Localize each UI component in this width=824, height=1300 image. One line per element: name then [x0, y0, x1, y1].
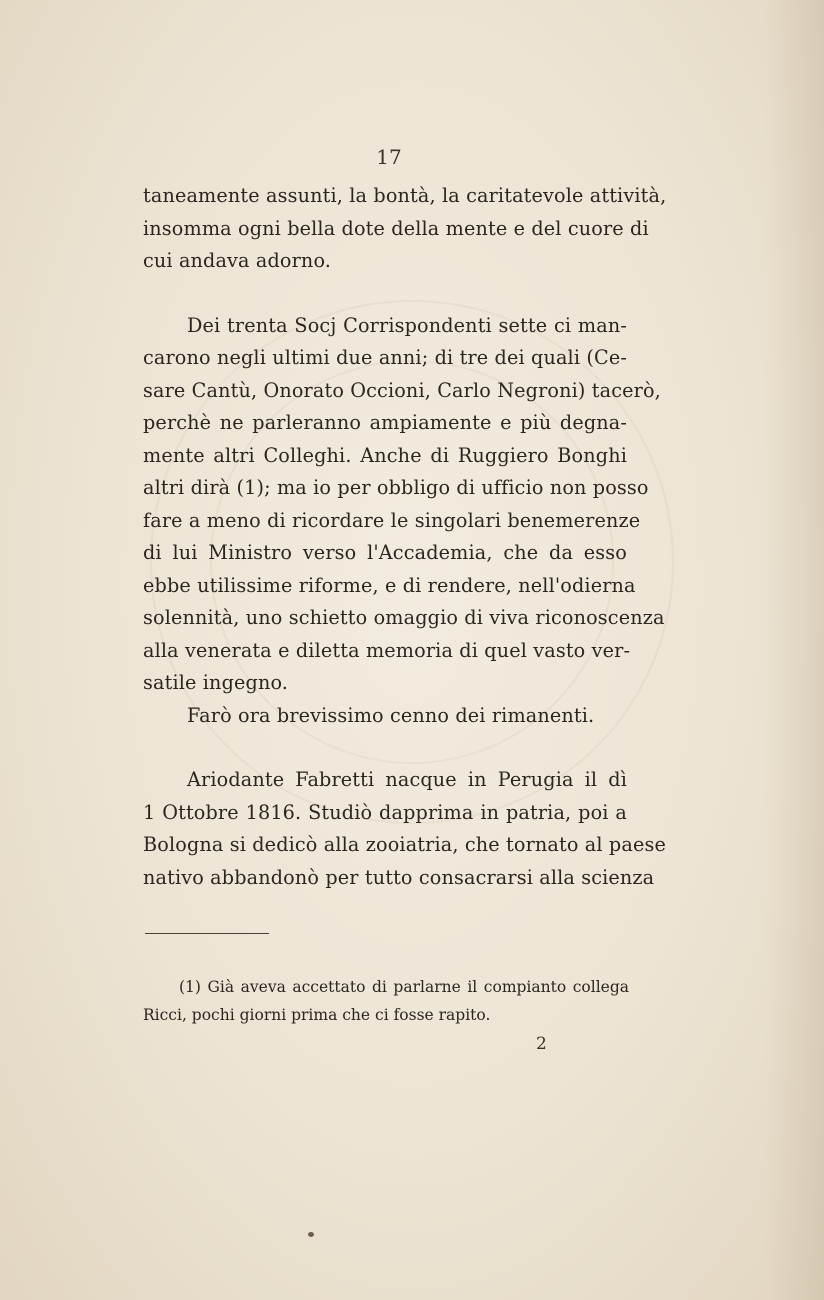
- text-line: satile ingegno.: [143, 671, 289, 694]
- footnote-rule: [145, 933, 269, 934]
- text-line: altri dirà (1); ma io per obbligo di ufficio non posso: [143, 476, 649, 499]
- footnote-line: (1) Già aveva accettato di parlarne il compianto collega: [179, 978, 629, 996]
- text-line: 1 Ottobre 1816. Studiò dapprima in patria, poi a: [143, 800, 627, 824]
- footnote-line: Ricci, pochi giorni prima che ci fosse rapito.: [143, 1006, 491, 1024]
- page-edge-shadow: [764, 0, 824, 1300]
- text-line: carono negli ultimi due anni; di tre dei quali (Ce-: [143, 346, 627, 369]
- footnotes: [143, 973, 629, 1029]
- text-line: fare a meno di ricordare le singolari benemerenze: [143, 508, 641, 532]
- body-text: [143, 180, 667, 894]
- ink-speck: [308, 1232, 314, 1237]
- text-line: Farò ora brevissimo cenno dei rimanenti.: [187, 703, 595, 727]
- text-line: solennità, uno schietto omaggio di viva riconoscenza: [143, 606, 665, 629]
- text-line: mente altri Colleghi. Anche di Ruggiero Bonghi: [143, 443, 627, 467]
- text-line: di lui Ministro verso l'Accademia, che da esso: [143, 541, 627, 564]
- text-line: insomma ogni bella dote della mente e del cuore di: [143, 216, 649, 240]
- text-line: sare Cantù, Onorato Occioni, Carlo Negroni) tacerò,: [143, 378, 661, 402]
- signature-mark: 2: [536, 1034, 547, 1054]
- text-line: Dei trenta Socj Corrispondenti sette ci man-: [187, 313, 627, 337]
- text-line: Ariodante Fabretti nacque in Perugia il dì: [187, 768, 627, 791]
- paragraph-gap: [143, 732, 627, 764]
- text-line: Bologna si dedicò alla zooiatria, che tornato al paese: [143, 833, 666, 856]
- text-line: ebbe utilissime riforme, e di rendere, nell'odierna: [143, 573, 636, 597]
- text-line: alla venerata e diletta memoria di quel vasto ver-: [143, 638, 631, 662]
- text-line: nativo abbandonò per tutto consacrarsi alla scienza: [143, 865, 655, 889]
- text-line: taneamente assunti, la bontà, la caritatevole attività,: [143, 184, 667, 207]
- text-line: perchè ne parleranno ampiamente e più degna-: [143, 411, 627, 434]
- page-number: 17: [376, 145, 402, 169]
- text-line: cui andava adorno.: [143, 249, 332, 272]
- paragraph-gap: [143, 278, 627, 310]
